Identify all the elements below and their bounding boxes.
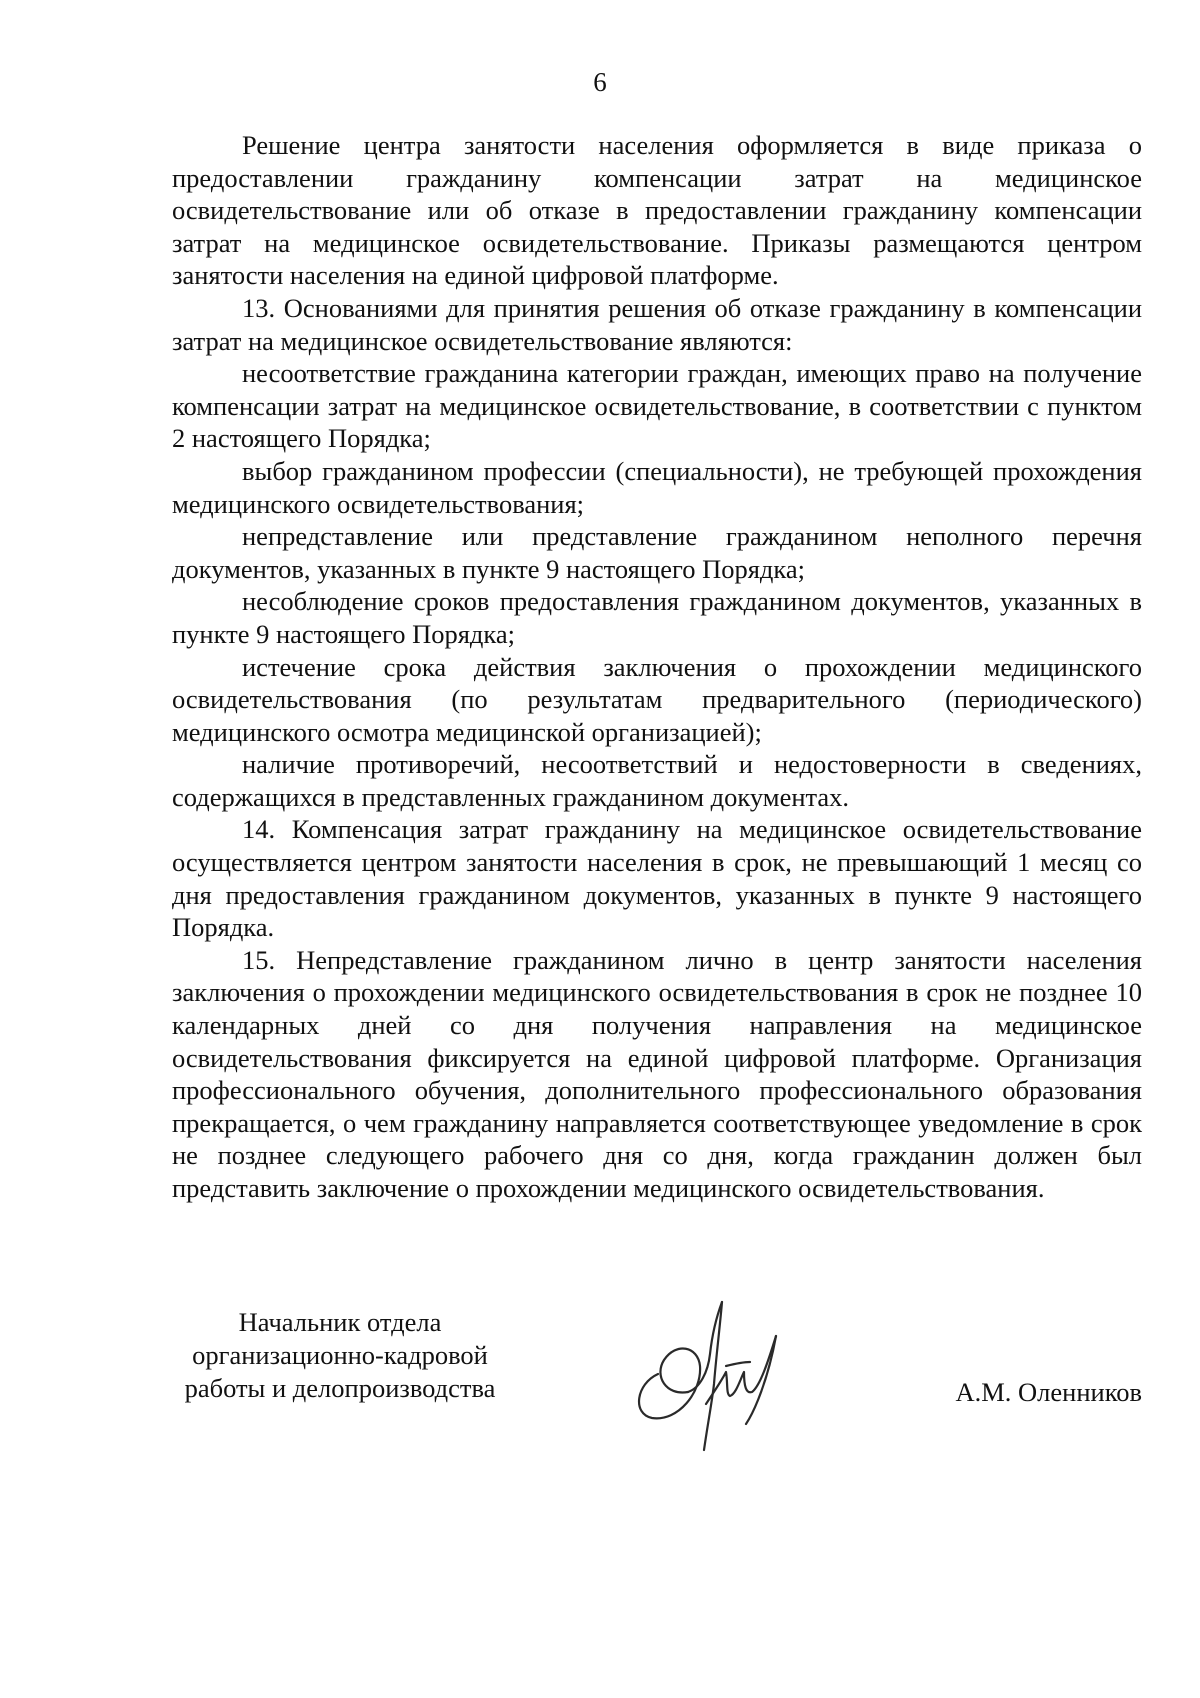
paragraph-15-non-submission: 15. Непредставление гражданином лично в центр занятости населения заключения о прохождении медицинского освидетельствования в срок не позднее 10 календарных дней со дня получения направления на медицинское освидетельствования фиксируется на единой цифровой платформе. Организация профессионального обучения, дополнительного профессионального образования прекращается, о чем гражданину направляется соответствующее уведомление в срок не позднее следующего рабочего дня со дня, когда гражданин должен был представить заключение о прохождении медицинского освидетельствования. bbox=[172, 944, 1142, 1203]
signer-name: А.М. Оленников bbox=[955, 1377, 1142, 1407]
signer-position-line: организационно-кадровой bbox=[192, 1340, 488, 1370]
paragraph-13-refusal-grounds: 13. Основаниями для принятия решения об отказе гражданину в компенсации затрат на медицинское освидетельствование являются: bbox=[172, 292, 1142, 356]
paragraph-decision-order: Решение центра занятости населения оформляется в виде приказа о предоставлении гражданину компенсации затрат на медицинское освидетельствование или об отказе в предоставлении гражданину компенсации затрат на медицинское освидетельствование. Приказы размещаются центром занятости населения на единой цифровой платформе. bbox=[172, 130, 1142, 291]
paragraph-ground-profession-choice: выбор гражданином профессии (специальности), не требующей прохождения медицинского освидетельствования; bbox=[172, 455, 1142, 519]
paragraph-ground-contradictions: наличие противоречий, несоответствий и недостоверности в сведениях, содержащихся в представленных гражданином документах. bbox=[172, 749, 1142, 812]
signer-position-line: Начальник отдела bbox=[238, 1307, 442, 1337]
handwritten-signature bbox=[630, 1296, 800, 1456]
signer-position bbox=[172, 1306, 508, 1405]
paragraph-ground-incomplete-documents: непредставление или представление гражданином неполного перечня документов, указанных в пункте 9 настоящего Порядка; bbox=[172, 521, 1142, 584]
document-body bbox=[172, 129, 1142, 1205]
signature-block bbox=[0, 1296, 1200, 1446]
paragraph-14-compensation-term: 14. Компенсация затрат гражданину на медицинское освидетельствование осуществляется центром занятости населения в срок, не превышающий 1 месяц со дня предоставления гражданином документов, указанных в пункте 9 настоящего Порядка. bbox=[172, 814, 1142, 943]
signer-position-line: работы и делопроизводства bbox=[184, 1373, 496, 1403]
paragraph-ground-category-mismatch: несоответствие гражданина категории граждан, имеющих право на получение компенсации затрат на медицинское освидетельствование, в соответствии с пунктом 2 настоящего Порядка; bbox=[172, 358, 1142, 454]
page-number: 6 bbox=[593, 67, 607, 97]
paragraph-ground-deadline-violation: несоблюдение сроков предоставления гражданином документов, указанных в пункте 9 настоящего Порядка; bbox=[172, 586, 1142, 649]
paragraph-ground-conclusion-expired: истечение срока действия заключения о прохождении медицинского освидетельствования (по результатам предварительного (периодического) медицинского осмотра медицинской организацией); bbox=[172, 651, 1142, 747]
